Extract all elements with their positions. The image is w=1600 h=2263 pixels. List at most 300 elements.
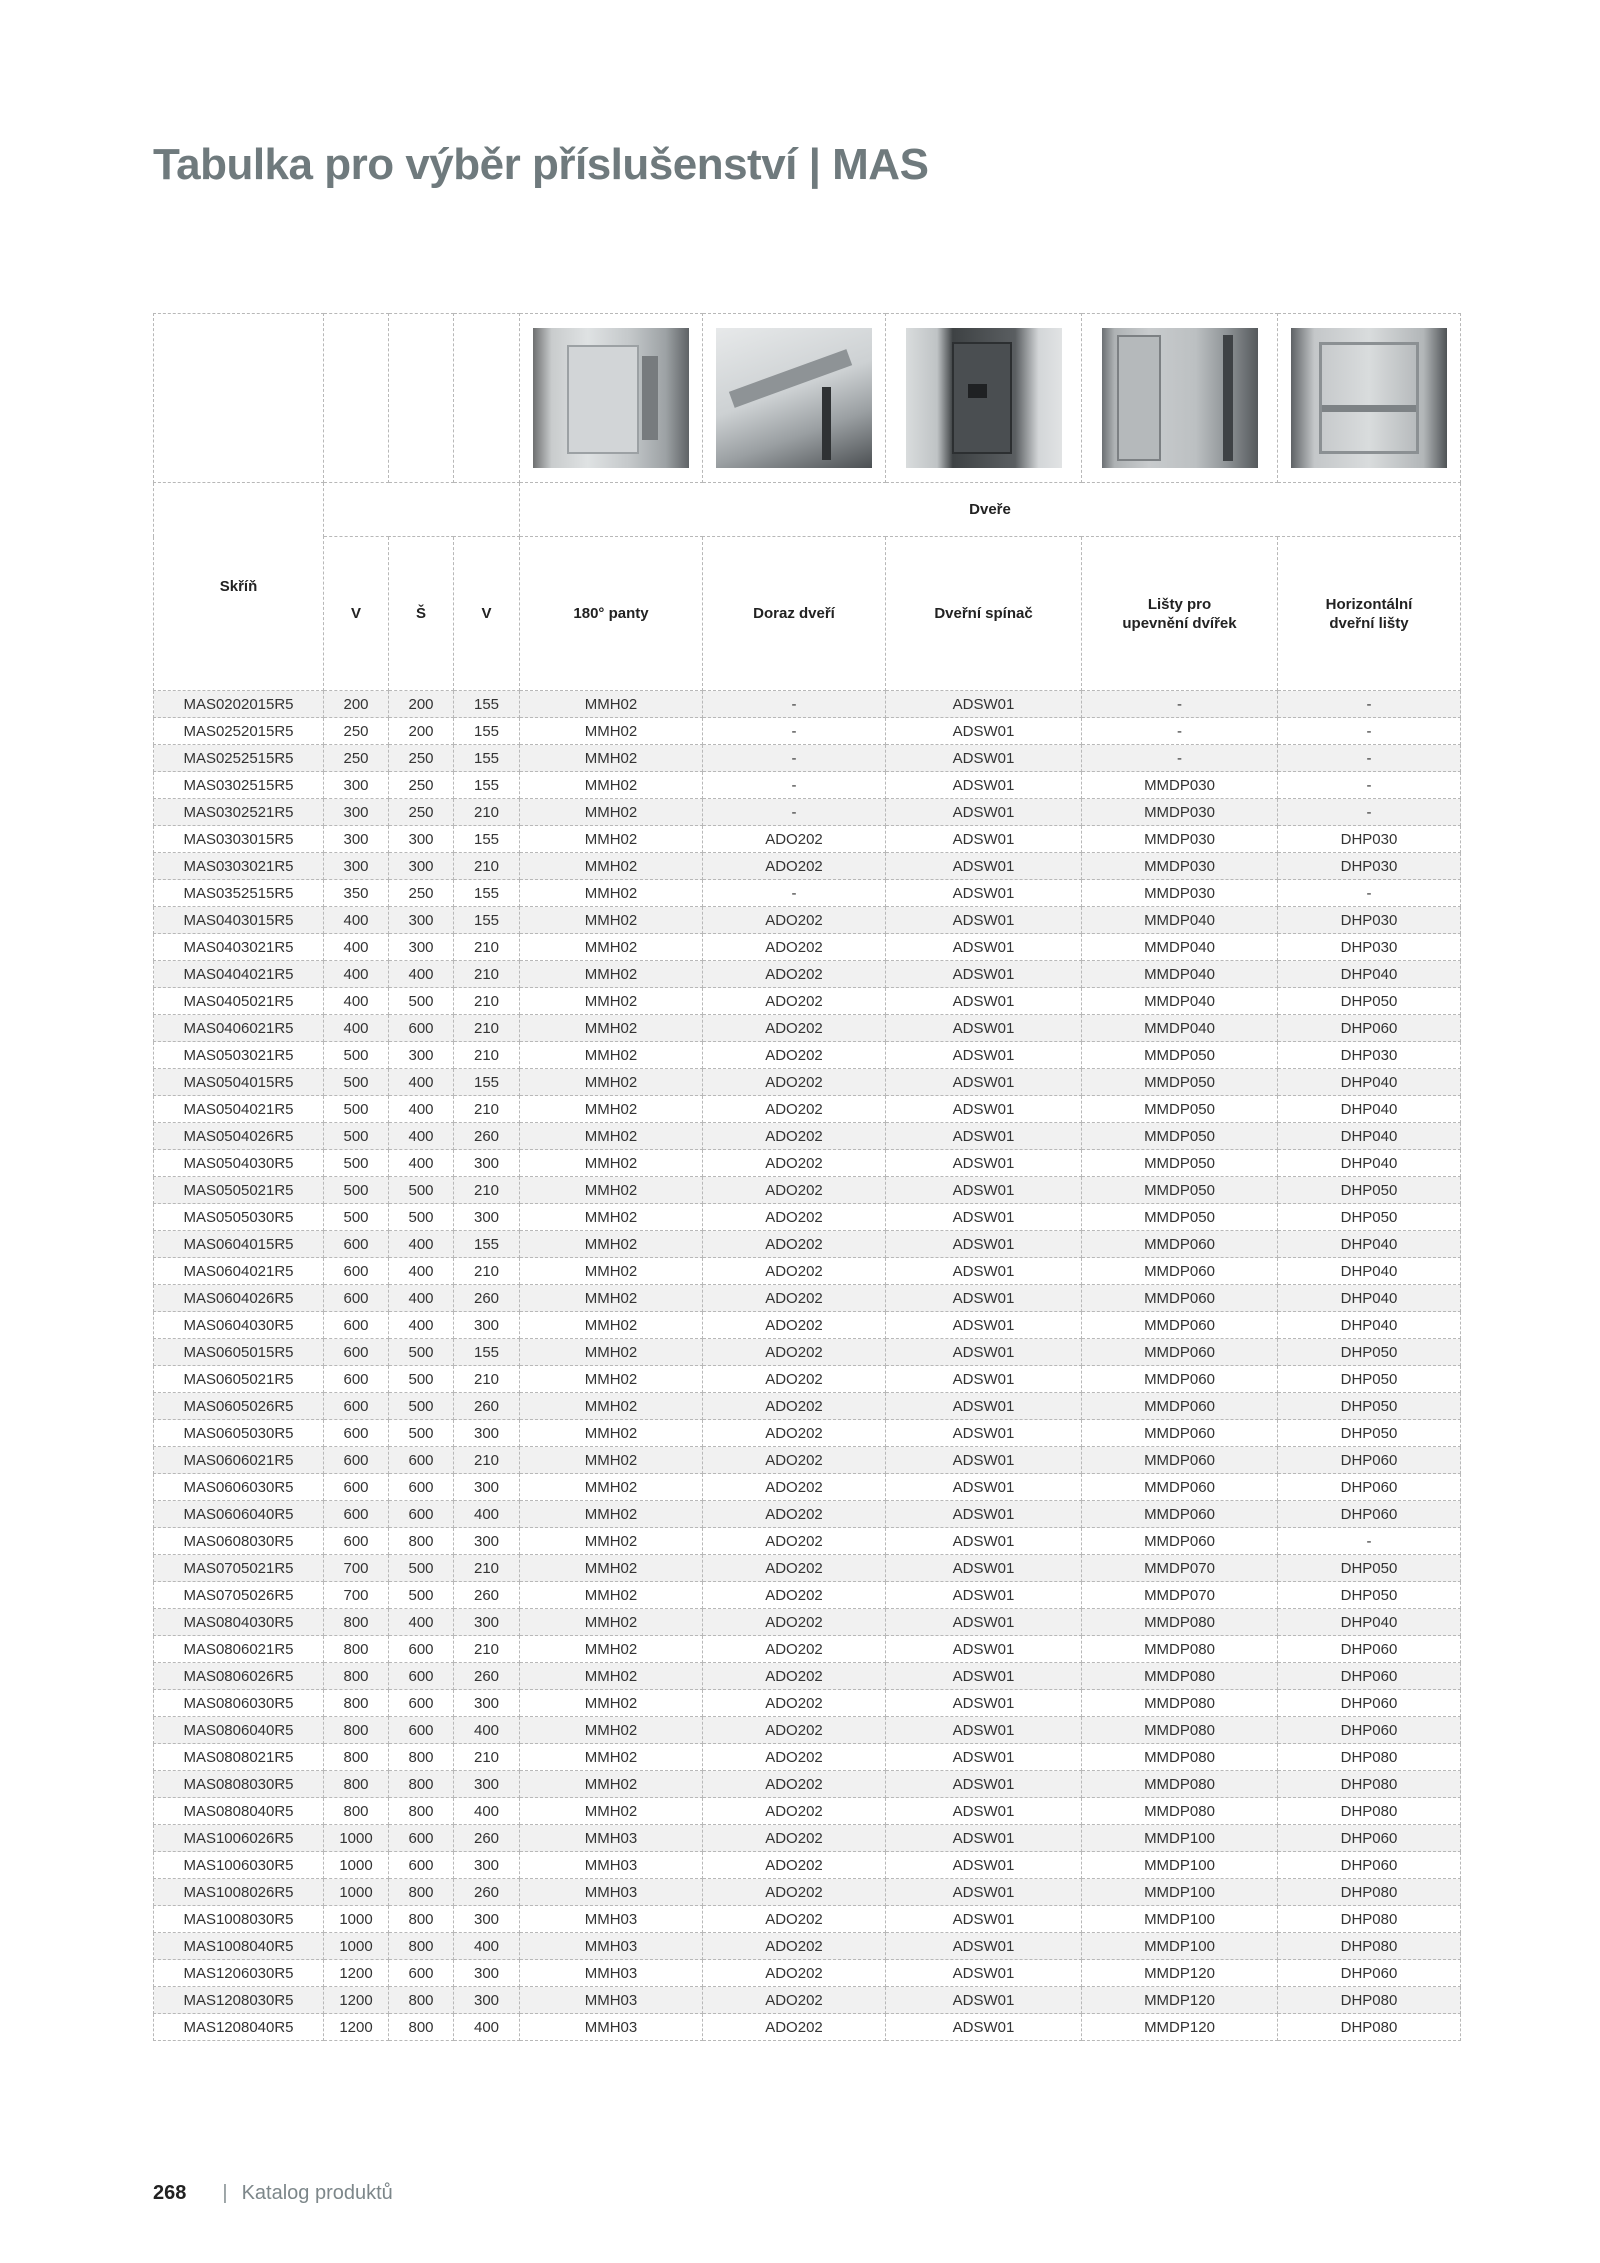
cell-door-stop: ADO202 [703, 1690, 886, 1717]
cell-hinges: MMH02 [520, 1474, 703, 1501]
cell-horizontal-rails: DHP030 [1278, 934, 1461, 961]
cell-cabinet: MAS0252515R5 [154, 745, 324, 772]
cell-hinges: MMH02 [520, 1771, 703, 1798]
cell-door-switch: ADSW01 [886, 1312, 1082, 1339]
cell-hinges: MMH02 [520, 988, 703, 1015]
cell-height: 600 [324, 1339, 389, 1366]
cell-door-stop: ADO202 [703, 1042, 886, 1069]
cell-depth: 155 [454, 1339, 520, 1366]
hinge-photo [533, 328, 689, 468]
cell-width: 400 [389, 961, 454, 988]
cell-height: 300 [324, 772, 389, 799]
cell-cabinet: MAS0604030R5 [154, 1312, 324, 1339]
cell-depth: 400 [454, 1717, 520, 1744]
header-line: Horizontální [1325, 595, 1413, 613]
cell-height: 250 [324, 718, 389, 745]
cell-hinges: MMH02 [520, 745, 703, 772]
table-row [154, 1987, 1461, 2014]
cell-depth: 260 [454, 1393, 520, 1420]
cell-depth: 260 [454, 1582, 520, 1609]
table-row [154, 718, 1461, 745]
image-cell [703, 314, 886, 483]
cell-door-stop: ADO202 [703, 934, 886, 961]
cell-door-rails: MMDP060 [1082, 1258, 1278, 1285]
cell-horizontal-rails: DHP060 [1278, 1960, 1461, 1987]
page-title: Tabulka pro výběr příslušenství | MAS [153, 140, 929, 189]
cell-door-stop: ADO202 [703, 1096, 886, 1123]
cell-door-rails: MMDP050 [1082, 1096, 1278, 1123]
cell-height: 1000 [324, 1852, 389, 1879]
cell-door-rails: MMDP040 [1082, 1015, 1278, 1042]
cell-door-stop: ADO202 [703, 1015, 886, 1042]
cell-height: 800 [324, 1798, 389, 1825]
cell-width: 300 [389, 853, 454, 880]
cell-depth: 300 [454, 1474, 520, 1501]
cell-hinges: MMH02 [520, 1042, 703, 1069]
cell-door-switch: ADSW01 [886, 1015, 1082, 1042]
cell-horizontal-rails: DHP060 [1278, 1474, 1461, 1501]
cell-door-stop: ADO202 [703, 1528, 886, 1555]
cell-door-rails: MMDP100 [1082, 1933, 1278, 1960]
cell-hinges: MMH02 [520, 1555, 703, 1582]
cell-door-stop: - [703, 772, 886, 799]
cell-horizontal-rails: - [1278, 772, 1461, 799]
cell-depth: 300 [454, 1906, 520, 1933]
cell-horizontal-rails: DHP050 [1278, 1204, 1461, 1231]
cell-depth: 260 [454, 1123, 520, 1150]
cell-width: 600 [389, 1663, 454, 1690]
cell-height: 700 [324, 1555, 389, 1582]
table-row [154, 1096, 1461, 1123]
cell-cabinet: MAS0303015R5 [154, 826, 324, 853]
cell-door-stop: ADO202 [703, 826, 886, 853]
cell-hinges: MMH02 [520, 907, 703, 934]
cell-door-rails: MMDP050 [1082, 1150, 1278, 1177]
cell-height: 400 [324, 907, 389, 934]
cell-door-switch: ADSW01 [886, 853, 1082, 880]
cell-width: 500 [389, 1393, 454, 1420]
cell-width: 200 [389, 718, 454, 745]
cell-door-rails: MMDP060 [1082, 1366, 1278, 1393]
cell-horizontal-rails: DHP050 [1278, 1555, 1461, 1582]
cell-horizontal-rails: DHP080 [1278, 1879, 1461, 1906]
cell-depth: 155 [454, 772, 520, 799]
cell-height: 600 [324, 1447, 389, 1474]
cell-door-switch: ADSW01 [886, 1096, 1082, 1123]
cell-door-rails: MMDP060 [1082, 1528, 1278, 1555]
cell-height: 800 [324, 1609, 389, 1636]
table-row [154, 1879, 1461, 1906]
cell-door-rails: MMDP100 [1082, 1825, 1278, 1852]
cell-door-switch: ADSW01 [886, 988, 1082, 1015]
cell-door-rails: MMDP040 [1082, 988, 1278, 1015]
cell-height: 800 [324, 1771, 389, 1798]
cell-horizontal-rails: DHP030 [1278, 907, 1461, 934]
cell-depth: 300 [454, 1312, 520, 1339]
cell-hinges: MMH02 [520, 718, 703, 745]
cell-horizontal-rails: DHP050 [1278, 1366, 1461, 1393]
cell-door-rails: MMDP040 [1082, 934, 1278, 961]
cell-door-rails: MMDP080 [1082, 1690, 1278, 1717]
cell-hinges: MMH02 [520, 853, 703, 880]
cell-width: 400 [389, 1258, 454, 1285]
cell-horizontal-rails: - [1278, 718, 1461, 745]
cell-door-switch: ADSW01 [886, 1366, 1082, 1393]
cell-door-stop: ADO202 [703, 988, 886, 1015]
cell-door-switch: ADSW01 [886, 1744, 1082, 1771]
table-row [154, 772, 1461, 799]
cell-hinges: MMH03 [520, 1906, 703, 1933]
cell-width: 400 [389, 1069, 454, 1096]
table-row [154, 961, 1461, 988]
cell-door-switch: ADSW01 [886, 1123, 1082, 1150]
cell-door-switch: ADSW01 [886, 1177, 1082, 1204]
table-row [154, 1123, 1461, 1150]
cell-horizontal-rails: DHP060 [1278, 1501, 1461, 1528]
cell-height: 600 [324, 1312, 389, 1339]
cell-depth: 155 [454, 1231, 520, 1258]
cell-depth: 210 [454, 1177, 520, 1204]
cell-door-rails: MMDP120 [1082, 1960, 1278, 1987]
cell-width: 500 [389, 1339, 454, 1366]
cell-cabinet: MAS0806026R5 [154, 1663, 324, 1690]
table-row [154, 1312, 1461, 1339]
cell-depth: 210 [454, 961, 520, 988]
cell-door-switch: ADSW01 [886, 2014, 1082, 2041]
cell-cabinet: MAS0403015R5 [154, 907, 324, 934]
table-row [154, 1177, 1461, 1204]
cell-depth: 210 [454, 1366, 520, 1393]
cell-door-rails: - [1082, 718, 1278, 745]
cell-cabinet: MAS0606030R5 [154, 1474, 324, 1501]
cell-hinges: MMH02 [520, 1528, 703, 1555]
cell-depth: 300 [454, 1987, 520, 2014]
cell-height: 1000 [324, 1879, 389, 1906]
cell-depth: 210 [454, 934, 520, 961]
cell-hinges: MMH02 [520, 1582, 703, 1609]
group-header-row [154, 483, 1461, 537]
cell-door-rails: MMDP060 [1082, 1339, 1278, 1366]
cell-height: 800 [324, 1663, 389, 1690]
cell-door-switch: ADSW01 [886, 1987, 1082, 2014]
cell-door-stop: ADO202 [703, 1582, 886, 1609]
cell-width: 800 [389, 1744, 454, 1771]
cell-horizontal-rails: DHP040 [1278, 1150, 1461, 1177]
cell-door-stop: ADO202 [703, 1906, 886, 1933]
cell-cabinet: MAS0806040R5 [154, 1717, 324, 1744]
cell-height: 250 [324, 745, 389, 772]
cell-hinges: MMH02 [520, 961, 703, 988]
cell-door-rails: MMDP120 [1082, 1987, 1278, 2014]
cell-cabinet: MAS0403021R5 [154, 934, 324, 961]
cell-cabinet: MAS0505021R5 [154, 1177, 324, 1204]
cell-door-stop: ADO202 [703, 1447, 886, 1474]
cell-horizontal-rails: DHP050 [1278, 1420, 1461, 1447]
cell-height: 500 [324, 1150, 389, 1177]
cell-width: 250 [389, 799, 454, 826]
header-door-rails [1082, 537, 1278, 691]
cell-door-rails: MMDP080 [1082, 1717, 1278, 1744]
cell-depth: 260 [454, 1879, 520, 1906]
cell-width: 300 [389, 1042, 454, 1069]
header-door-switch: Dveřní spínač [886, 537, 1082, 691]
cell-height: 600 [324, 1501, 389, 1528]
cell-door-switch: ADSW01 [886, 1042, 1082, 1069]
cell-door-rails: MMDP080 [1082, 1636, 1278, 1663]
cell-cabinet: MAS0806030R5 [154, 1690, 324, 1717]
cell-depth: 300 [454, 1204, 520, 1231]
cell-cabinet: MAS0352515R5 [154, 880, 324, 907]
cell-horizontal-rails: - [1278, 745, 1461, 772]
cell-height: 1000 [324, 1906, 389, 1933]
cell-cabinet: MAS1208030R5 [154, 1987, 324, 2014]
cell-cabinet: MAS0804030R5 [154, 1609, 324, 1636]
cell-height: 500 [324, 1042, 389, 1069]
cell-cabinet: MAS0605030R5 [154, 1420, 324, 1447]
table-row [154, 1015, 1461, 1042]
table-row [154, 1609, 1461, 1636]
cell-door-stop: ADO202 [703, 1231, 886, 1258]
cell-door-switch: ADSW01 [886, 1339, 1082, 1366]
cell-door-stop: ADO202 [703, 907, 886, 934]
empty-cell [389, 314, 454, 483]
cell-door-switch: ADSW01 [886, 1150, 1082, 1177]
table-row [154, 1852, 1461, 1879]
cell-cabinet: MAS0705021R5 [154, 1555, 324, 1582]
table-row [154, 988, 1461, 1015]
cell-horizontal-rails: DHP040 [1278, 1312, 1461, 1339]
cell-height: 300 [324, 853, 389, 880]
footer-separator: | [222, 2182, 228, 2204]
cell-hinges: MMH03 [520, 1987, 703, 2014]
table-row [154, 1933, 1461, 1960]
cell-door-stop: - [703, 880, 886, 907]
cell-door-rails: MMDP080 [1082, 1663, 1278, 1690]
cell-hinges: MMH02 [520, 880, 703, 907]
cell-door-switch: ADSW01 [886, 1879, 1082, 1906]
cell-door-rails: - [1082, 691, 1278, 718]
image-cell [1082, 314, 1278, 483]
column-header-row [154, 537, 1461, 691]
cell-door-switch: ADSW01 [886, 826, 1082, 853]
cell-door-switch: ADSW01 [886, 961, 1082, 988]
table-row [154, 1150, 1461, 1177]
cell-door-switch: ADSW01 [886, 1960, 1082, 1987]
cell-door-stop: ADO202 [703, 1150, 886, 1177]
cell-depth: 300 [454, 1150, 520, 1177]
cell-door-switch: ADSW01 [886, 745, 1082, 772]
cell-hinges: MMH02 [520, 1609, 703, 1636]
cell-width: 800 [389, 1771, 454, 1798]
cell-depth: 260 [454, 1825, 520, 1852]
cell-cabinet: MAS0705026R5 [154, 1582, 324, 1609]
cell-width: 300 [389, 934, 454, 961]
cell-cabinet: MAS0503021R5 [154, 1042, 324, 1069]
cell-door-switch: ADSW01 [886, 1447, 1082, 1474]
cell-door-stop: - [703, 691, 886, 718]
cell-width: 800 [389, 1798, 454, 1825]
cell-door-rails: MMDP050 [1082, 1177, 1278, 1204]
cell-hinges: MMH02 [520, 1312, 703, 1339]
cell-hinges: MMH02 [520, 1339, 703, 1366]
cell-horizontal-rails: DHP040 [1278, 1069, 1461, 1096]
cell-width: 400 [389, 1609, 454, 1636]
cell-height: 800 [324, 1717, 389, 1744]
cell-depth: 260 [454, 1663, 520, 1690]
cell-horizontal-rails: DHP060 [1278, 1825, 1461, 1852]
table-row [154, 1798, 1461, 1825]
cell-hinges: MMH02 [520, 1744, 703, 1771]
cell-door-stop: ADO202 [703, 1501, 886, 1528]
table-row [154, 1582, 1461, 1609]
cell-door-rails: MMDP050 [1082, 1204, 1278, 1231]
cell-depth: 210 [454, 1744, 520, 1771]
door-rails-photo [1102, 328, 1258, 468]
page-footer [153, 2182, 393, 2205]
table-row [154, 745, 1461, 772]
accessory-table-container [153, 313, 1460, 2041]
cell-door-rails: MMDP060 [1082, 1393, 1278, 1420]
cell-height: 1200 [324, 2014, 389, 2041]
cell-cabinet: MAS0405021R5 [154, 988, 324, 1015]
cell-horizontal-rails: DHP060 [1278, 1663, 1461, 1690]
cell-cabinet: MAS0202015R5 [154, 691, 324, 718]
cell-depth: 400 [454, 2014, 520, 2041]
cell-door-stop: ADO202 [703, 1069, 886, 1096]
table-row [154, 1231, 1461, 1258]
cell-door-stop: ADO202 [703, 1285, 886, 1312]
cell-cabinet: MAS0604026R5 [154, 1285, 324, 1312]
table-row [154, 1717, 1461, 1744]
cell-hinges: MMH03 [520, 1960, 703, 1987]
cell-door-switch: ADSW01 [886, 1231, 1082, 1258]
cell-cabinet: MAS0605015R5 [154, 1339, 324, 1366]
table-row [154, 691, 1461, 718]
table-row [154, 1636, 1461, 1663]
cell-door-rails: MMDP100 [1082, 1879, 1278, 1906]
cell-hinges: MMH02 [520, 1231, 703, 1258]
cell-depth: 210 [454, 1555, 520, 1582]
cell-door-rails: MMDP030 [1082, 880, 1278, 907]
cell-horizontal-rails: DHP040 [1278, 1096, 1461, 1123]
cell-door-rails: MMDP060 [1082, 1474, 1278, 1501]
cell-door-stop: ADO202 [703, 1474, 886, 1501]
table-row [154, 907, 1461, 934]
cell-horizontal-rails: DHP080 [1278, 1744, 1461, 1771]
cell-depth: 155 [454, 880, 520, 907]
cell-width: 600 [389, 1825, 454, 1852]
cell-height: 500 [324, 1123, 389, 1150]
cell-horizontal-rails: - [1278, 799, 1461, 826]
cell-door-switch: ADSW01 [886, 772, 1082, 799]
cell-door-stop: ADO202 [703, 853, 886, 880]
cell-cabinet: MAS0606021R5 [154, 1447, 324, 1474]
cell-hinges: MMH02 [520, 1285, 703, 1312]
cell-door-rails: MMDP080 [1082, 1609, 1278, 1636]
cell-hinges: MMH02 [520, 934, 703, 961]
cell-cabinet: MAS0806021R5 [154, 1636, 324, 1663]
cell-horizontal-rails: DHP040 [1278, 1231, 1461, 1258]
cell-hinges: MMH02 [520, 1258, 703, 1285]
header-line: dveřní lišty [1329, 614, 1409, 632]
cell-height: 800 [324, 1636, 389, 1663]
cell-height: 1000 [324, 1825, 389, 1852]
cell-door-switch: ADSW01 [886, 1663, 1082, 1690]
cell-height: 500 [324, 1177, 389, 1204]
image-cell [520, 314, 703, 483]
cell-door-stop: ADO202 [703, 1933, 886, 1960]
cell-door-rails: MMDP060 [1082, 1285, 1278, 1312]
cell-door-stop: ADO202 [703, 1555, 886, 1582]
cell-door-switch: ADSW01 [886, 1636, 1082, 1663]
cell-width: 600 [389, 1447, 454, 1474]
accessory-table [153, 313, 1461, 2041]
cell-hinges: MMH03 [520, 1852, 703, 1879]
cell-width: 250 [389, 880, 454, 907]
cell-height: 800 [324, 1744, 389, 1771]
cell-door-stop: ADO202 [703, 1204, 886, 1231]
cell-door-stop: ADO202 [703, 1258, 886, 1285]
cell-hinges: MMH02 [520, 1420, 703, 1447]
image-cell [1278, 314, 1461, 483]
table-row [154, 1501, 1461, 1528]
table-row [154, 934, 1461, 961]
cell-door-stop: ADO202 [703, 1879, 886, 1906]
cell-door-rails: MMDP050 [1082, 1069, 1278, 1096]
table-row [154, 1204, 1461, 1231]
cell-horizontal-rails: DHP080 [1278, 1933, 1461, 1960]
cell-width: 400 [389, 1231, 454, 1258]
cell-door-switch: ADSW01 [886, 1420, 1082, 1447]
cell-hinges: MMH02 [520, 1663, 703, 1690]
cell-depth: 155 [454, 718, 520, 745]
doors-group-header: Dveře [520, 483, 1461, 537]
cell-height: 600 [324, 1231, 389, 1258]
cell-depth: 210 [454, 1636, 520, 1663]
door-stop-photo [716, 328, 872, 468]
cell-door-stop: ADO202 [703, 1393, 886, 1420]
cell-width: 800 [389, 1987, 454, 2014]
cell-door-switch: ADSW01 [886, 1825, 1082, 1852]
table-row [154, 1069, 1461, 1096]
cell-horizontal-rails: DHP040 [1278, 1258, 1461, 1285]
cell-door-switch: ADSW01 [886, 907, 1082, 934]
cell-width: 800 [389, 2014, 454, 2041]
cell-door-switch: ADSW01 [886, 1906, 1082, 1933]
cell-hinges: MMH02 [520, 1501, 703, 1528]
cell-door-switch: ADSW01 [886, 1555, 1082, 1582]
cell-door-switch: ADSW01 [886, 1258, 1082, 1285]
cell-cabinet: MAS0808040R5 [154, 1798, 324, 1825]
cell-horizontal-rails: DHP050 [1278, 988, 1461, 1015]
cell-horizontal-rails: DHP030 [1278, 826, 1461, 853]
cell-height: 400 [324, 934, 389, 961]
cell-width: 600 [389, 1690, 454, 1717]
cell-cabinet: MAS1008030R5 [154, 1906, 324, 1933]
cell-cabinet: MAS0302521R5 [154, 799, 324, 826]
cell-width: 400 [389, 1096, 454, 1123]
table-row [154, 1420, 1461, 1447]
image-row [154, 314, 1461, 483]
cell-width: 600 [389, 1636, 454, 1663]
cell-cabinet: MAS0605026R5 [154, 1393, 324, 1420]
cell-cabinet: MAS0406021R5 [154, 1015, 324, 1042]
table-row [154, 1474, 1461, 1501]
cell-hinges: MMH03 [520, 1879, 703, 1906]
cell-door-stop: ADO202 [703, 1366, 886, 1393]
cell-cabinet: MAS0504015R5 [154, 1069, 324, 1096]
cell-width: 600 [389, 1717, 454, 1744]
